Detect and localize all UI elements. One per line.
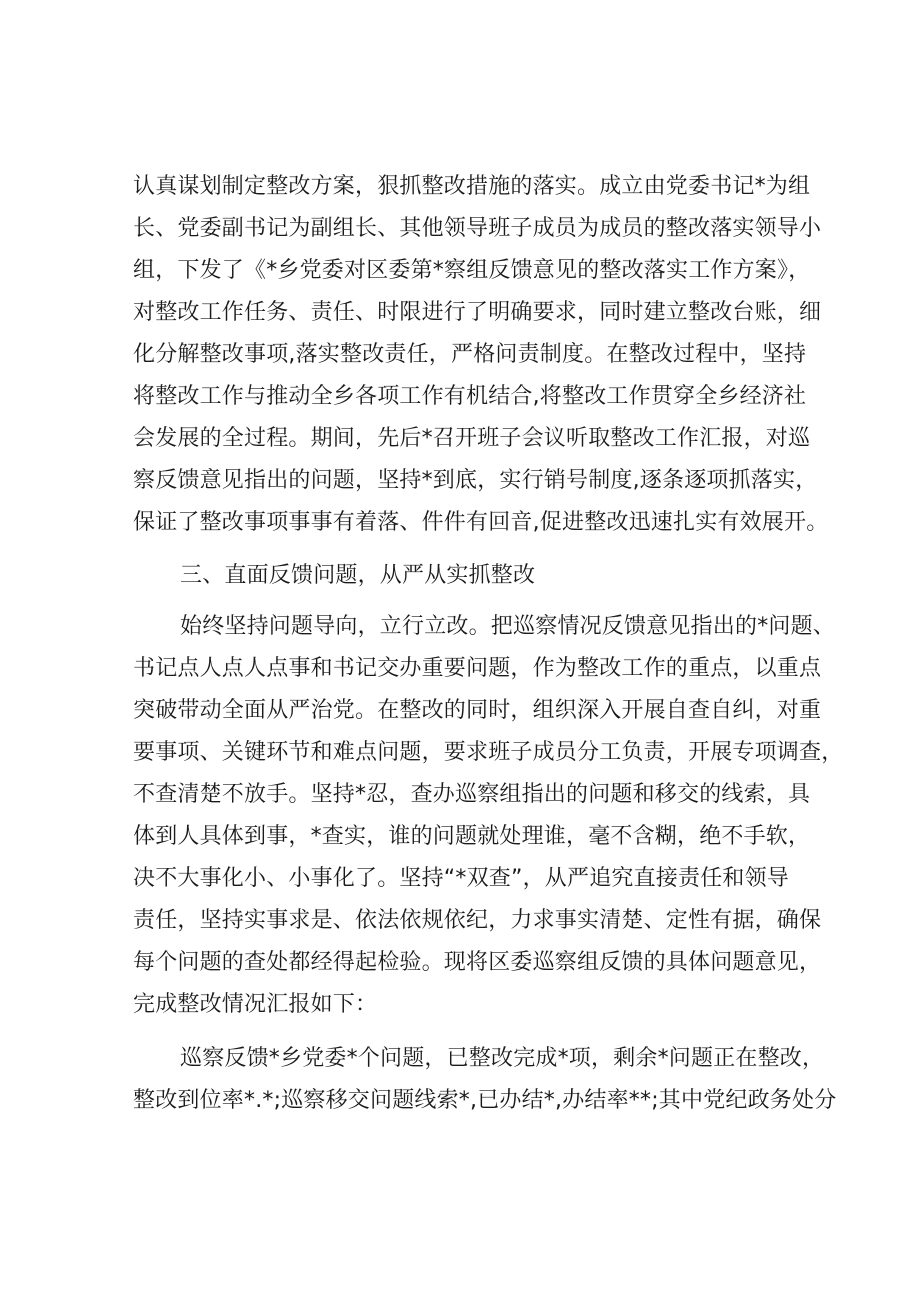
- paragraph-line: 要事项、关键环节和难点问题，要求班子成员分工负责，开展专项调查，: [133, 740, 844, 765]
- paragraph-line: 对整改工作任务、责任、时限进行了明确要求，同时建立整改台账，细: [133, 300, 822, 325]
- paragraph-line: 每个问题的查处都经得起检验。现将区委巡察组反馈的具体问题意见，: [133, 950, 822, 975]
- paragraph-line: 整改到位率*.*;巡察移交问题线索*,已办结*,办结率**;其中党纪政务处分: [133, 1088, 837, 1113]
- paragraph-line: 化分解整改事项,落实整改责任，严格问责制度。在整改过程中，坚持: [133, 342, 807, 367]
- paragraph-line: 决不大事化小、小事化了。坚持“*双查”，从严追究直接责任和领导: [133, 866, 789, 891]
- paragraph-line: 认真谋划制定整改方案，狠抓整改措施的落实。成立由党委书记*为组: [133, 174, 811, 199]
- paragraph-line: 始终坚持问题导向，立行立改。把巡察情况反馈意见指出的*问题、: [180, 614, 836, 639]
- paragraph-line: 书记点人点人点事和书记交办重要问题，作为整改工作的重点，以重点: [133, 656, 822, 681]
- paragraph-line: 责任，坚持实事求是、依法依规依纪，力求事实清楚、定性有据，确保: [133, 908, 822, 933]
- paragraph-line: 察反馈意见指出的问题，坚持*到底，实行销号制度,逐条逐项抓落实，: [133, 468, 818, 493]
- section-heading: 三、直面反馈问题，从严从实抓整改: [180, 563, 536, 588]
- paragraph-line: 组，下发了《*乡党委对区委第*察组反馈意见的整改落实工作方案》，: [133, 258, 811, 283]
- paragraph-line: 不查清楚不放手。坚持*忍，查办巡察组指出的问题和移交的线索，具: [133, 782, 811, 807]
- paragraph-line: 完成整改情况汇报如下：: [133, 992, 378, 1017]
- paragraph-line: 保证了整改事项事事有着落、件件有回音,促进整改迅速扎实有效展开。: [133, 510, 829, 535]
- paragraph-line: 突破带动全面从严治党。在整改的同时，组织深入开展自查自纠，对重: [133, 698, 822, 723]
- paragraph-line: 将整改工作与推动全乡各项工作有机结合,将整改工作贯穿全乡经济社: [133, 384, 807, 409]
- paragraph-line: 会发展的全过程。期间，先后*召开班子会议听取整改工作汇报，对巡: [133, 426, 811, 451]
- paragraph-line: 体到人具体到事，*查实，谁的问题就处理谁，毫不含糊，绝不手软，: [133, 824, 811, 849]
- paragraph-line: 长、党委副书记为副组长、其他领导班子成员为成员的整改落实领导小: [133, 216, 822, 241]
- paragraph-line: 巡察反馈*乡党委*个问题，已整改完成*项，剩余*问题正在整改，: [180, 1046, 825, 1071]
